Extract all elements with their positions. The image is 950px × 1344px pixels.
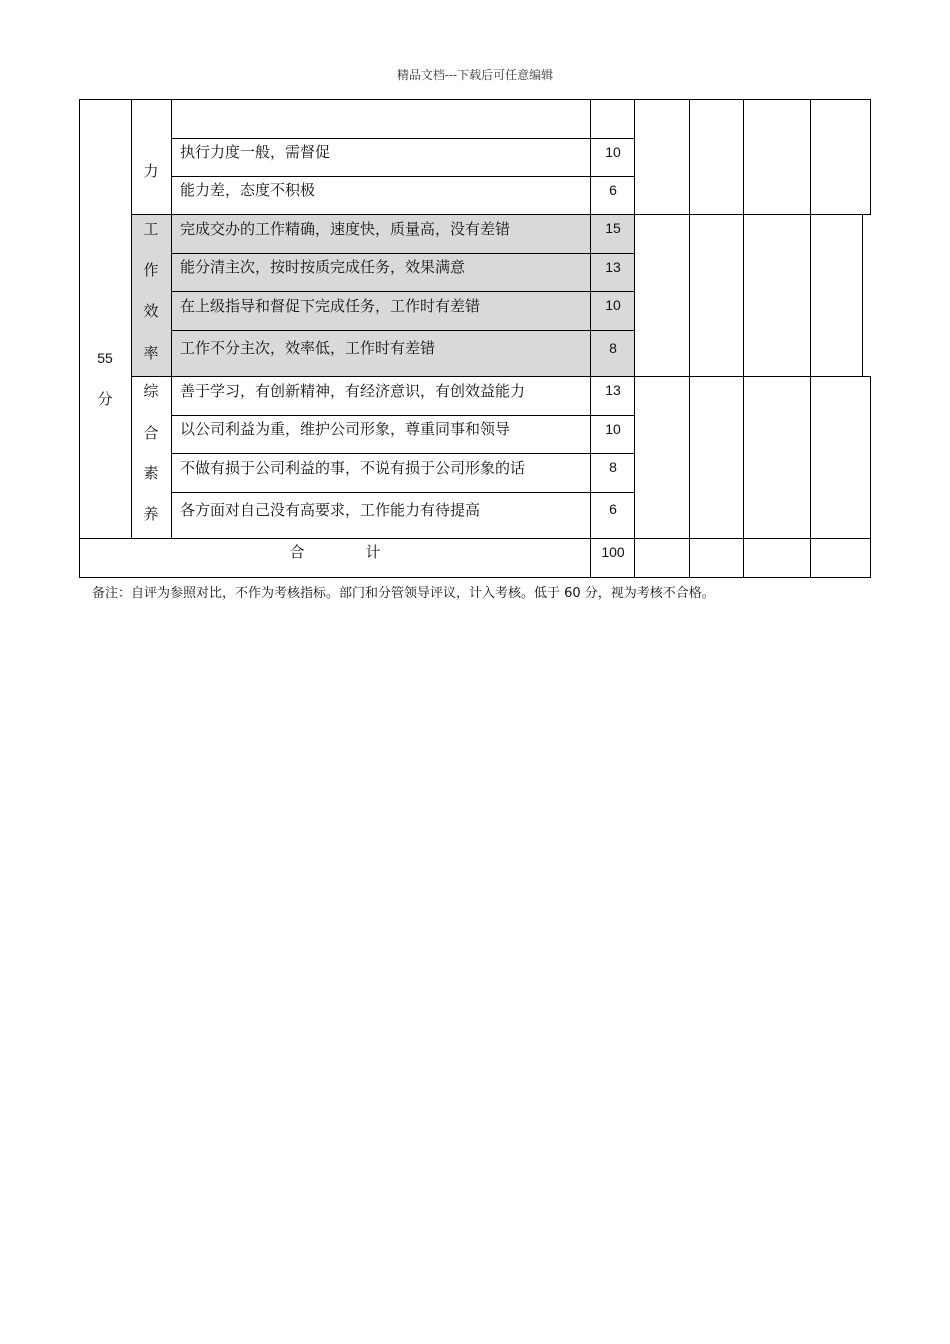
category-efficiency-char: 工 <box>143 220 159 238</box>
category-quality-char: 综 <box>143 382 159 400</box>
criterion-score: 8 <box>609 340 617 356</box>
evaluation-table <box>0 0 950 600</box>
criterion-score: 10 <box>605 144 621 160</box>
criterion-score: 6 <box>609 182 617 198</box>
category-ability: 力 <box>143 162 159 180</box>
category-efficiency-char: 作 <box>143 261 159 279</box>
section-score-unit: 分 <box>97 390 113 408</box>
criterion-score: 13 <box>605 259 621 275</box>
criterion-score: 6 <box>609 501 617 517</box>
category-quality-char: 素 <box>143 464 159 482</box>
criterion-text: 在上级指导和督促下完成任务，工作时有差错 <box>180 297 481 315</box>
criterion-score: 10 <box>605 421 621 437</box>
criterion-text: 能力差，态度不积极 <box>180 181 316 199</box>
page-header: 精品文档---下载后可任意编辑 <box>396 68 554 82</box>
section-score-number: 55 <box>97 350 113 366</box>
criterion-score: 8 <box>609 459 617 475</box>
criterion-score: 10 <box>605 297 621 313</box>
footnote: 备注：自评为参照对比，不作为考核指标。部门和分管领导评议，计入考核。低于 60 分，视为考核不合格。 <box>92 586 715 601</box>
criterion-text: 不做有损于公司利益的事，不说有损于公司形象的话 <box>180 459 526 477</box>
criterion-text: 善于学习，有创新精神，有经济意识，有创效益能力 <box>180 382 526 400</box>
criterion-text: 工作不分主次，效率低，工作时有差错 <box>180 339 436 357</box>
criterion-text: 执行力度一般，需督促 <box>180 143 331 161</box>
category-efficiency-char: 效 <box>143 302 159 320</box>
criterion-text: 以公司利益为重，维护公司形象，尊重同事和领导 <box>180 420 511 438</box>
total-score: 100 <box>601 544 625 560</box>
total-label-right: 计 <box>365 543 381 561</box>
criterion-text: 能分清主次，按时按质完成任务，效果满意 <box>180 258 466 276</box>
category-quality-char: 养 <box>143 505 159 523</box>
criterion-score: 15 <box>605 220 621 236</box>
criterion-score: 13 <box>605 382 621 398</box>
category-efficiency-char: 率 <box>143 344 159 362</box>
criterion-text: 完成交办的工作精确，速度快，质量高，没有差错 <box>180 220 511 238</box>
total-label-left: 合 <box>289 543 305 561</box>
criterion-text: 各方面对自己没有高要求，工作能力有待提高 <box>180 501 481 519</box>
category-quality-char: 合 <box>143 424 159 442</box>
